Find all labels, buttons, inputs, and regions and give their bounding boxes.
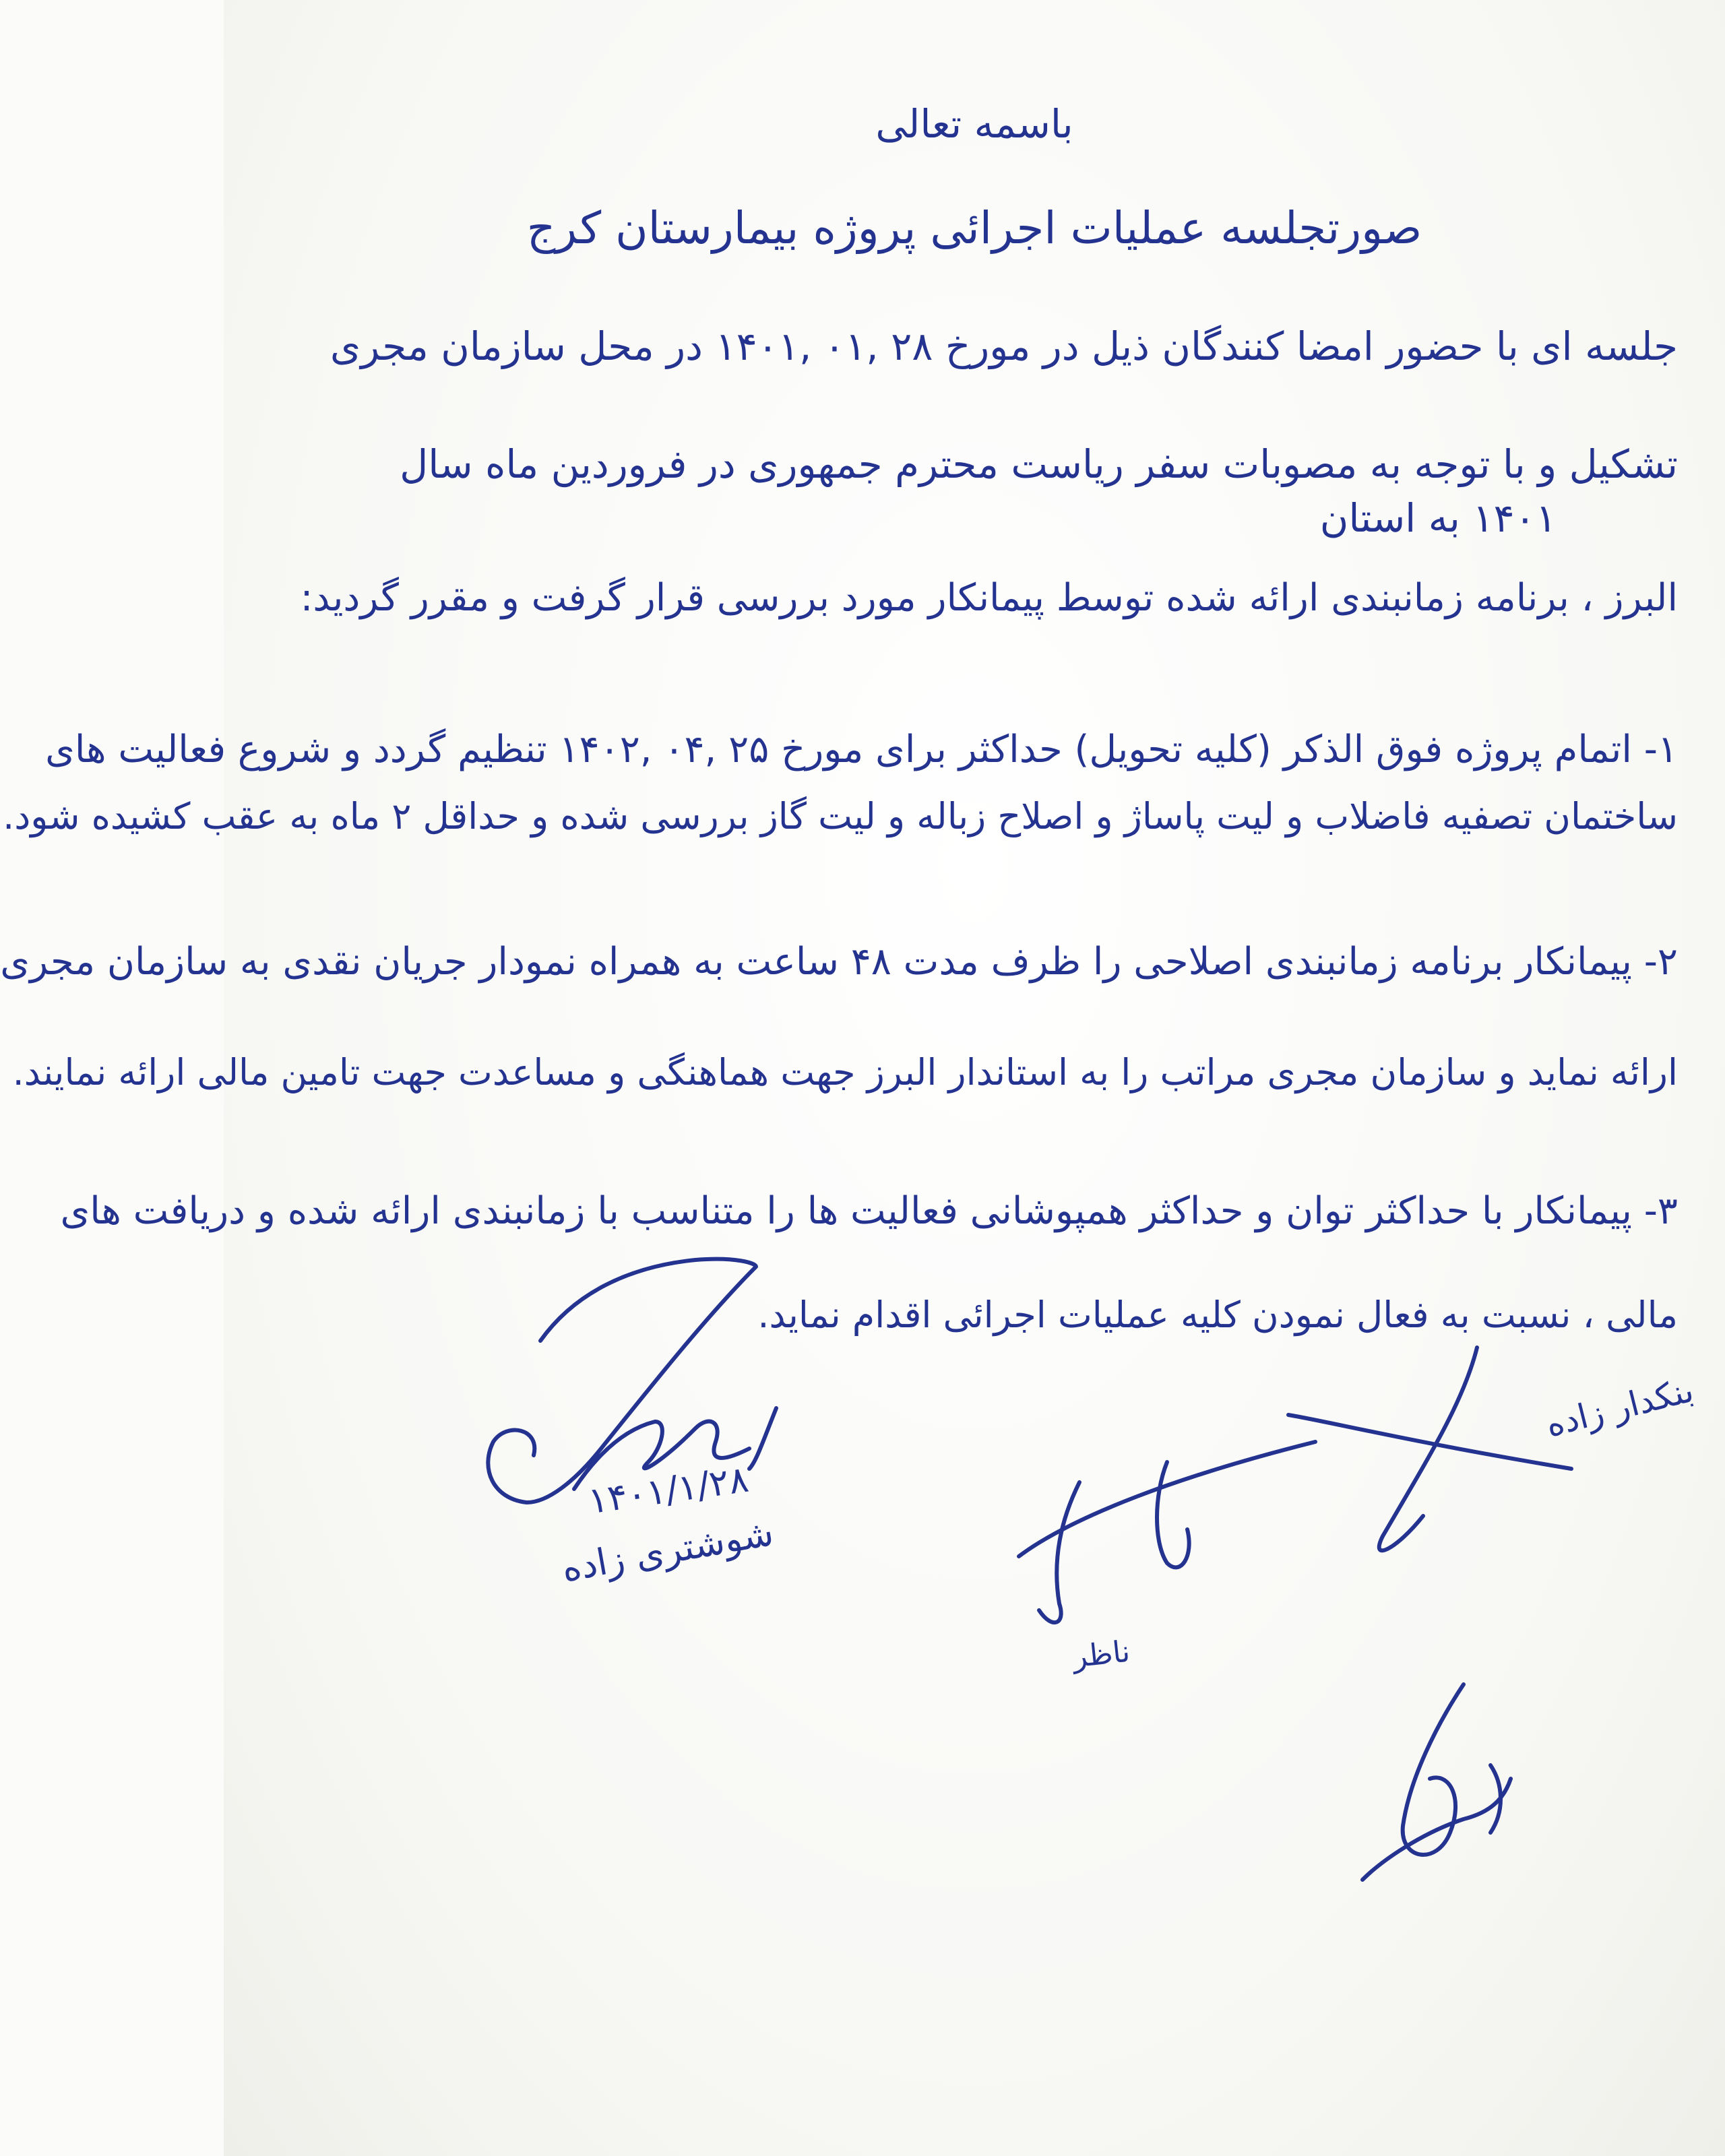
item-3-line-2: مالی ، نسبت به فعال نمودن کلیه عملیات اجرائی اقدام نماید.: [757, 1294, 1678, 1336]
signature-name-left: شوشتری زاده: [558, 1511, 777, 1591]
intro-line-2: تشکیل و با توجه به مصوبات سفر ریاست محترم جمهوری در فروردین ماه سال: [400, 441, 1678, 487]
item-3-line-1: ۳- پیمانکار با حداکثر توان و حداکثر همپوشانی فعالیت ها را متناسب با زمانبندی ارائه شده و دریافت های: [60, 1189, 1678, 1233]
signature-name-right: بنکدار زاده: [1542, 1370, 1697, 1445]
intro-line-3: ۱۴۰۱ به استان: [1319, 495, 1557, 541]
intro-line-4: البرز ، برنامه زمانبندی ارائه شده توسط پیمانکار مورد بررسی قرار گرفت و مقرر گردید:: [300, 576, 1678, 620]
intro-line-1: جلسه ای با حضور امضا کنندگان ذیل در مورخ ۲۸ ,۰۱ ,۱۴۰۱ در محل سازمان مجری: [330, 323, 1678, 369]
document-title: صورتجلسه عملیات اجرائی پروژه بیمارستان کرج: [526, 202, 1422, 254]
item-1-line-1: ۱- اتمام پروژه فوق الذکر (کلیه تحویل) حداکثر برای مورخ ۲۵ ,۰۴ ,۱۴۰۲ تنظیم گردد و شروع فعالیت های: [45, 728, 1678, 771]
item-1-line-2: ساختمان تصفیه فاضلاب و لیت پاساژ و اصلاح زباله و لیت گاز بررسی شده و حداقل ۲ ماه به عقب کشیده شود.: [3, 795, 1678, 837]
basmala-heading: باسمه تعالی: [875, 101, 1073, 147]
signature-middle: [1019, 1348, 1571, 1622]
signature-bottom: [1362, 1684, 1511, 1880]
signature-date: ۱۴۰۱/۱/۲۸: [585, 1457, 751, 1523]
item-2-line-2: ارائه نماید و سازمان مجری مراتب را به استاندار البرز جهت هماهنگی و مساعدت جهت تامین مالی ارائه نمایند.: [12, 1051, 1678, 1093]
signature-middle-mark: ناظر: [1071, 1634, 1132, 1675]
item-2-line-1: ۲- پیمانکار برنامه زمانبندی اصلاحی را ظرف مدت ۴۸ ساعت به همراه نمودار جریان نقدی به سازمان مجری: [0, 940, 1678, 984]
